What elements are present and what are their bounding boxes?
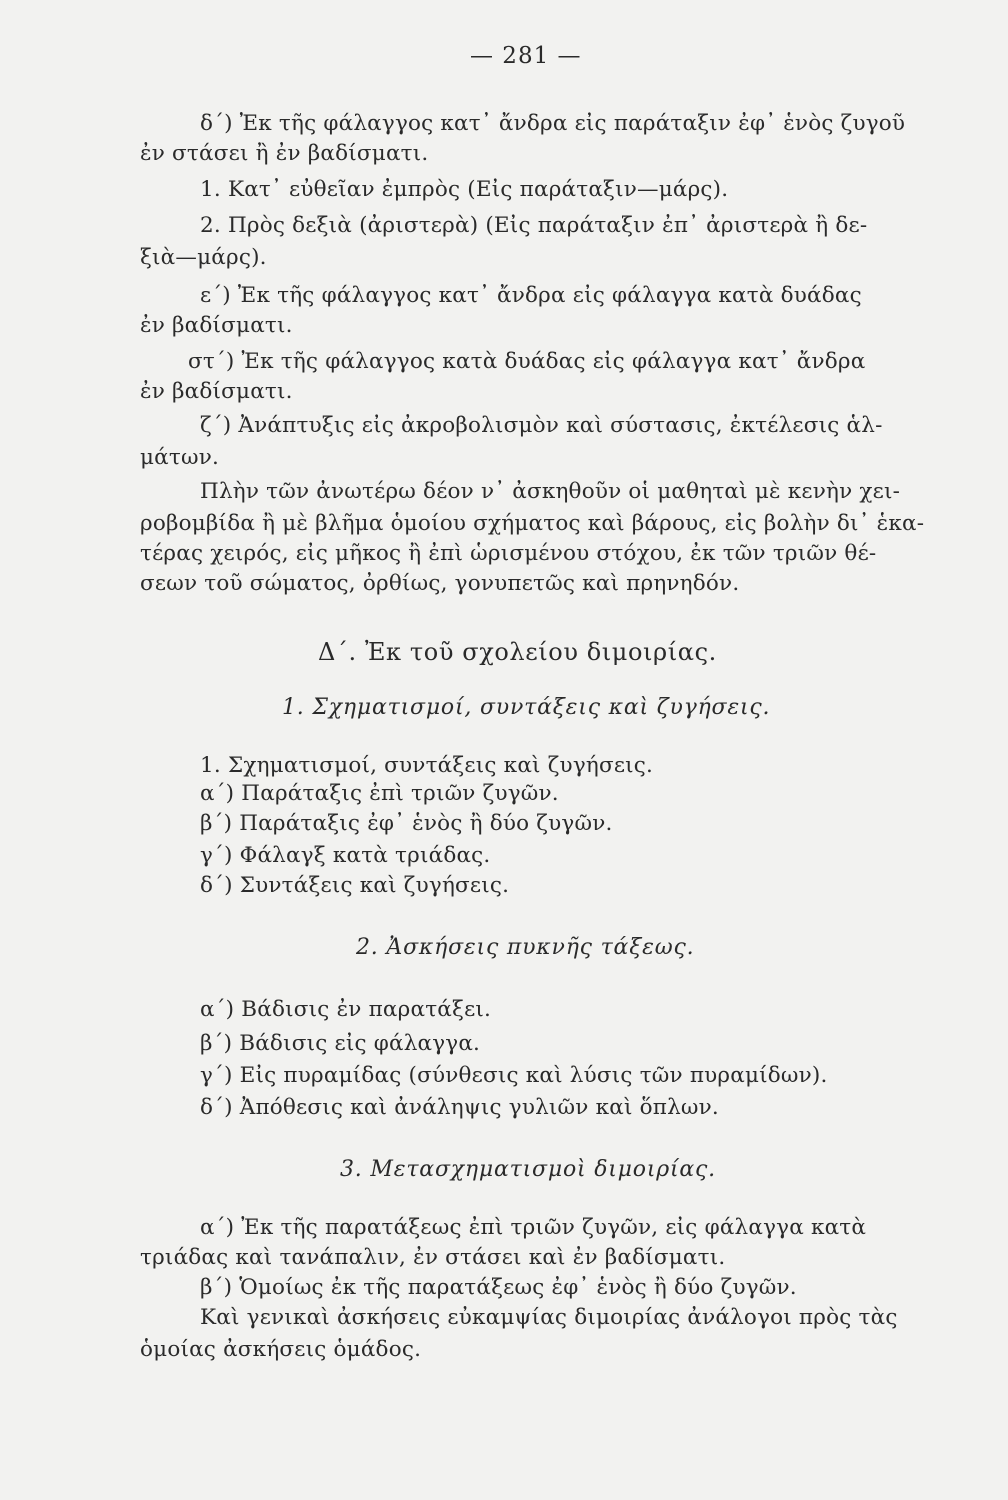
text-line: ε΄) Ἐκ τῆς φάλαγγος κατ᾽ ἄνδρα εἰς φάλαγγα κατὰ δυάδας <box>200 283 862 308</box>
list-item: γ΄) Εἰς πυραμίδας (σύνθεσις καὶ λύσις τῶν πυραμίδων). <box>200 1063 828 1088</box>
list-item: γ΄) Φάλαγξ κατὰ τριάδας. <box>200 843 491 868</box>
text-line: μάτων. <box>140 445 220 470</box>
list-item: β΄) Ὁμοίως ἐκ τῆς παρατάξεως ἐφ᾽ ἑνὸς ἢ δύο ζυγῶν. <box>200 1275 797 1300</box>
list-item: α΄) Βάδισις ἐν παρατάξει. <box>200 997 492 1022</box>
list-item: δ΄) Συντάξεις καὶ ζυγήσεις. <box>200 873 510 898</box>
list-item: α΄) Ἐκ τῆς παρατάξεως ἐπὶ τριῶν ζυγῶν, εἰς φάλαγγα κατὰ <box>200 1215 867 1240</box>
subsection-heading: 3. Μετασχηματισμοὶ διμοιρίας. <box>340 1157 716 1182</box>
subsection-heading: 2. Ἀσκήσεις πυκνῆς τάξεως. <box>356 935 695 960</box>
text-line: ἐν στάσει ἢ ἐν βαδίσματι. <box>140 141 429 166</box>
text-line: Καὶ γενικαὶ ἀσκήσεις εὐκαμψίας διμοιρίας ἀνάλογοι πρὸς τὰς <box>200 1305 898 1330</box>
text-line: τέρας χειρός, εἰς μῆκος ἢ ἐπὶ ὡρισμένου στόχου, ἐκ τῶν τριῶν θέ- <box>140 541 877 566</box>
text-line: ὁμοίας ἀσκήσεις ὁμάδος. <box>140 1337 422 1362</box>
text-line: στ΄) Ἐκ τῆς φάλαγγος κατὰ δυάδας εἰς φάλαγγα κατ᾽ ἄνδρα <box>188 349 866 374</box>
list-item: α΄) Παράταξις ἐπὶ τριῶν ζυγῶν. <box>200 781 559 806</box>
text-line: 2. Πρὸς δεξιὰ (ἀριστερὰ) (Εἰς παράταξιν ἐπ᾽ ἀριστερὰ ἢ δε- <box>200 213 868 238</box>
text-line: 1. Κατ᾽ εὐθεῖαν ἐμπρὸς (Εἰς παράταξιν—μάρς). <box>200 177 729 202</box>
text-line: 1. Σχηματισμοί, συντάξεις καὶ ζυγήσεις. <box>200 753 654 778</box>
list-item: δ΄) Ἀπόθεσις καὶ ἀνάληψις γυλιῶν καὶ ὅπλων. <box>200 1095 719 1120</box>
page-number: — 281 — <box>470 43 582 69</box>
text-line: ἐν βαδίσματι. <box>140 379 293 404</box>
subsection-heading: 1. Σχηματισμοί, συντάξεις καὶ ζυγήσεις. <box>282 695 771 720</box>
text-line: ζ΄) Ἀνάπτυξις εἰς ἀκροβολισμὸν καὶ σύστασις, ἐκτέλεσις ἁλ- <box>200 413 883 438</box>
text-line: ἐν βαδίσματι. <box>140 313 293 338</box>
text-line: ροβομβίδα ἢ μὲ βλῆμα ὁμοίου σχήματος καὶ βάρους, εἰς βολὴν δι᾽ ἑκα- <box>140 511 925 536</box>
text-line: σεων τοῦ σώματος, ὀρθίως, γονυπετῶς καὶ πρηνηδόν. <box>140 571 740 596</box>
list-item: β΄) Παράταξις ἐφ᾽ ἑνὸς ἢ δύο ζυγῶν. <box>200 811 613 836</box>
section-heading: Δ΄. Ἐκ τοῦ σχολείου διμοιρίας. <box>318 638 717 666</box>
list-item: β΄) Βάδισις εἰς φάλαγγα. <box>200 1031 481 1056</box>
text-line: Πλὴν τῶν ἀνωτέρω δέον ν᾽ ἀσκηθοῦν οἱ μαθηταὶ μὲ κενὴν χει- <box>200 479 901 504</box>
text-line: τριάδας καὶ τανάπαλιν, ἐν στάσει καὶ ἐν βαδίσματι. <box>140 1245 726 1270</box>
text-line: δ΄) Ἐκ τῆς φάλαγγος κατ᾽ ἄνδρα εἰς παράταξιν ἐφ᾽ ἑνὸς ζυγοῦ <box>200 111 906 136</box>
text-line: ξιὰ—μάρς). <box>140 245 267 270</box>
